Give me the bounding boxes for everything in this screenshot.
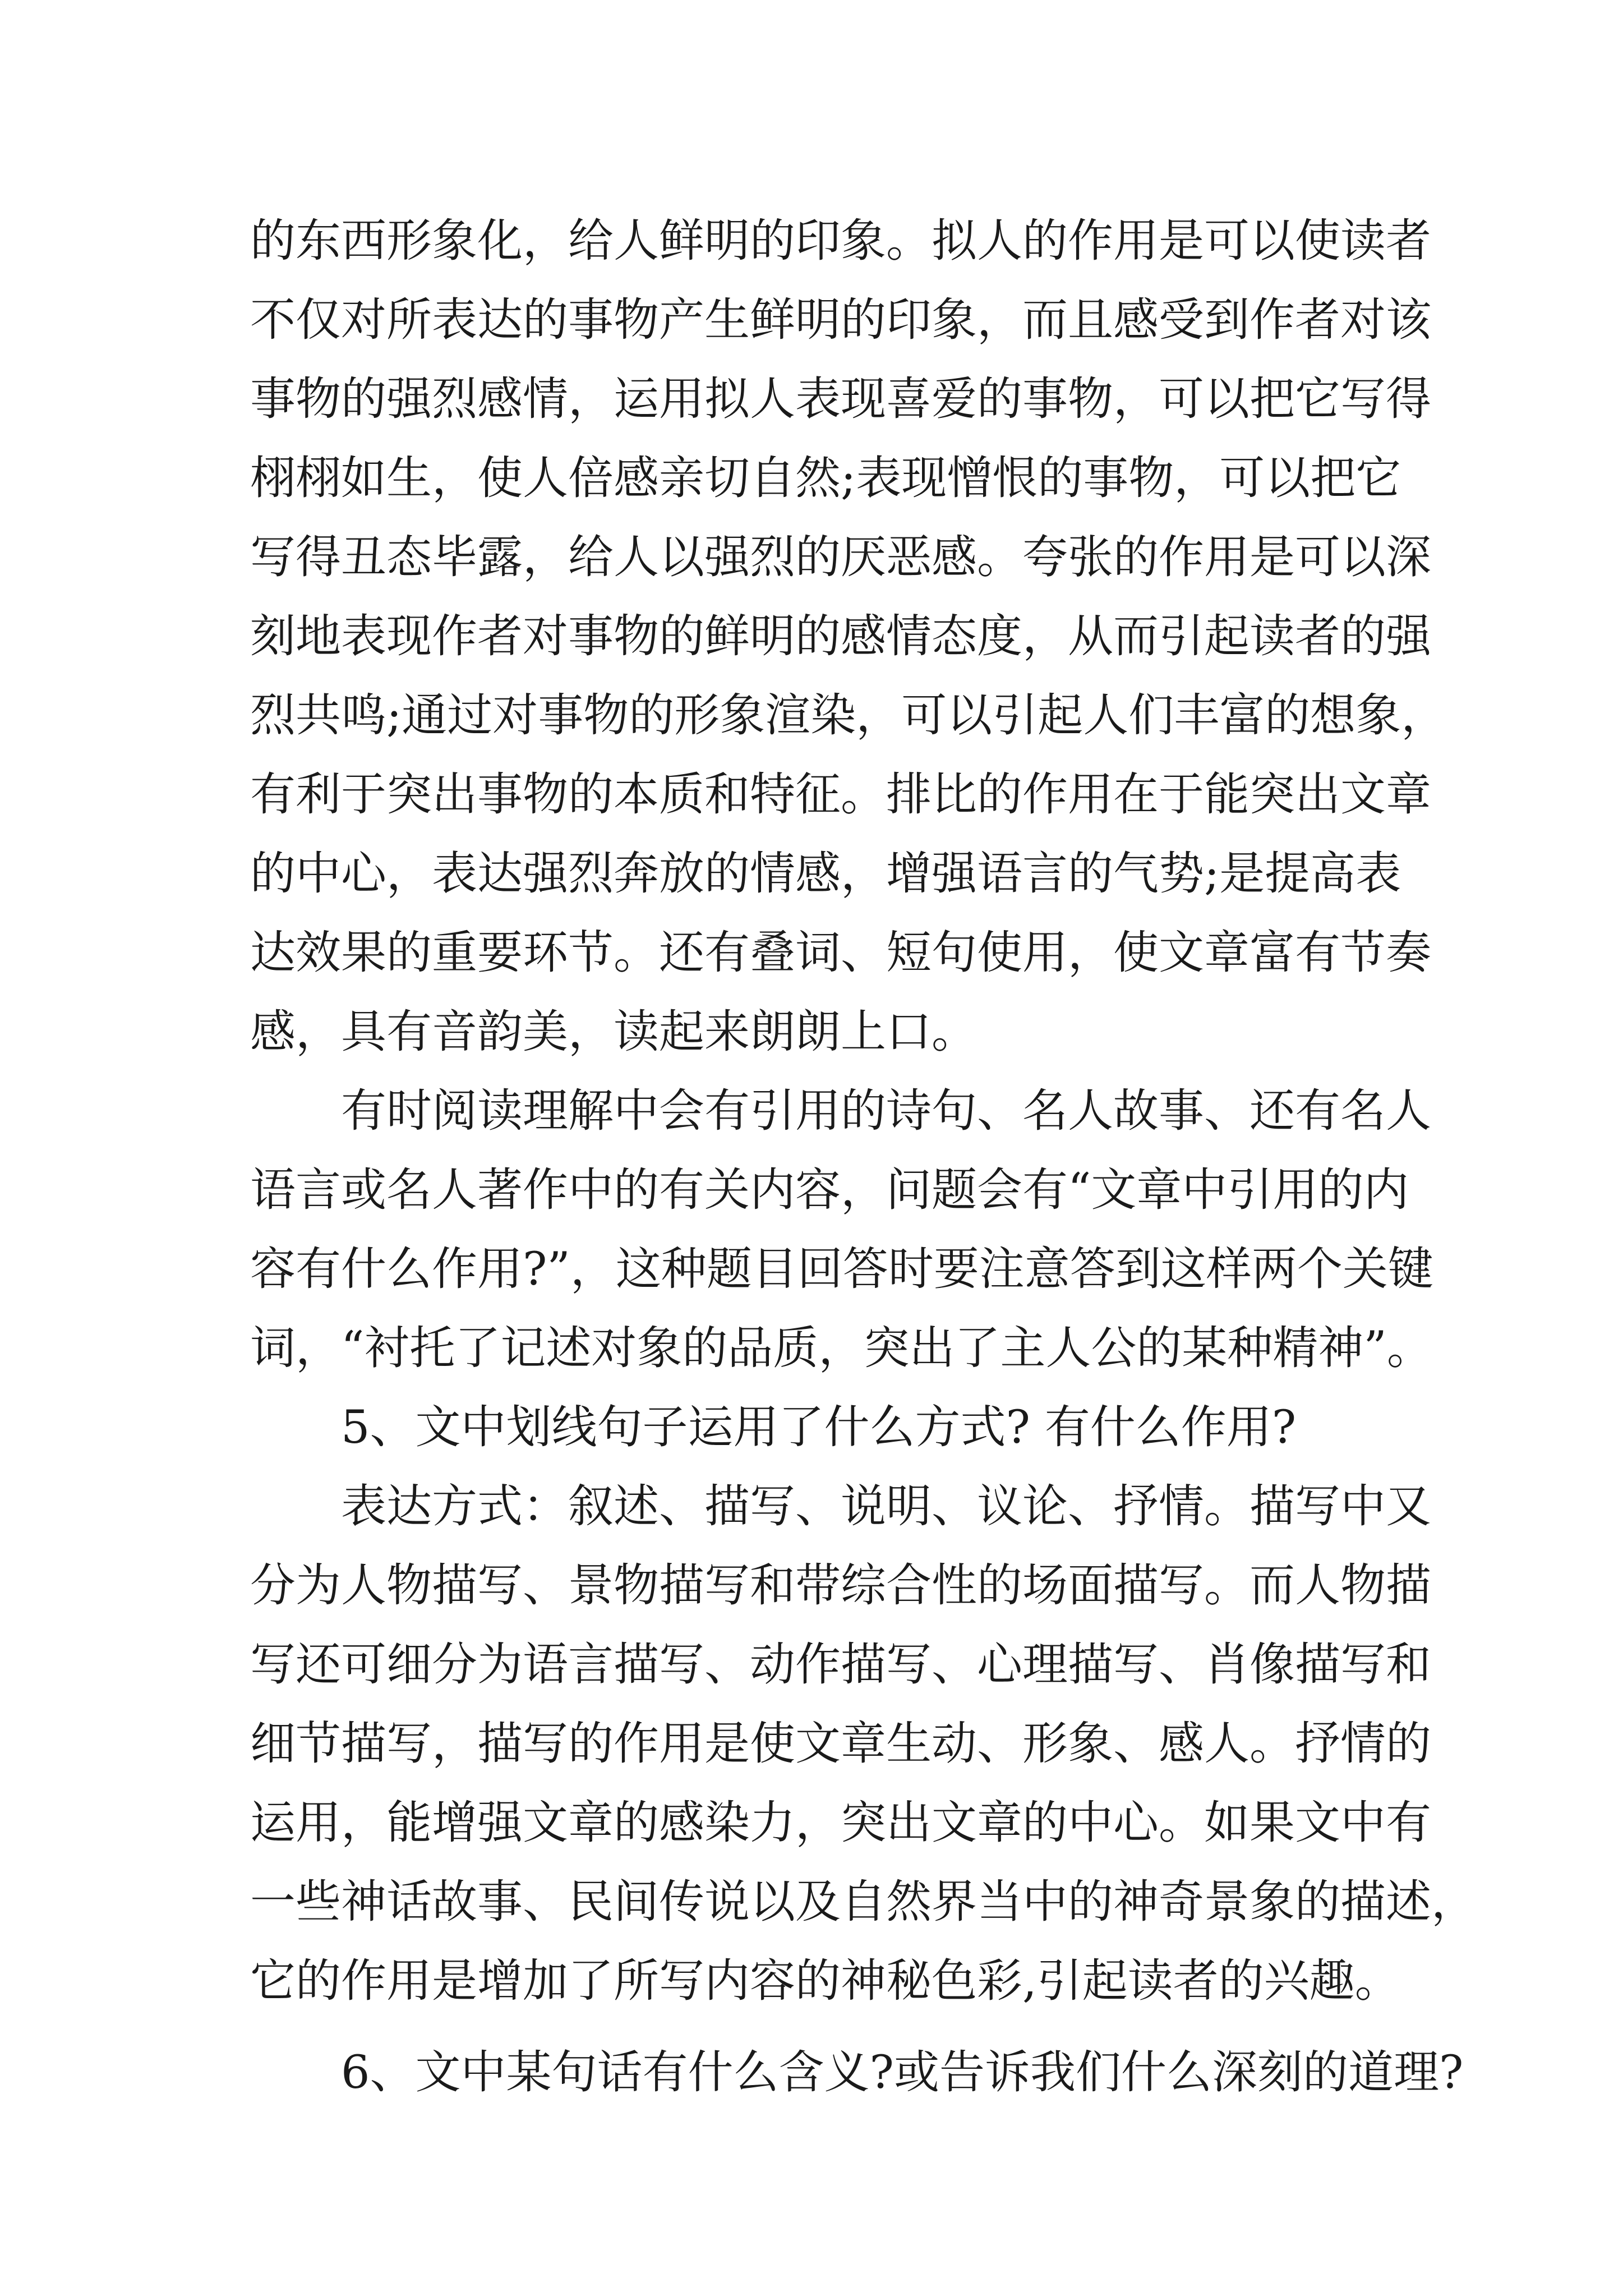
text-line: 运用，能增强文章的感染力，突出文章的中心。如果文中有 (250, 1797, 1432, 1849)
text-line: 事物的强烈感情，运用拟人表现喜爱的事物，可以把它写得 (250, 373, 1432, 426)
document-body (250, 202, 1477, 2113)
question-6-heading: 6、文中某句话有什么含义?或告诉我们什么深刻的道理? (341, 2046, 1464, 2099)
paragraph-quotation (250, 1072, 1433, 1388)
text-line: 写还可细分为语言描写、动作描写、心理描写、肖像描写和 (250, 1639, 1432, 1691)
text-line: 不仅对所表达的事物产生鲜明的印象，而且感受到作者对该 (250, 294, 1432, 347)
paragraph-expression-methods (250, 1467, 1477, 2021)
text-line: 容有什么作用?”，这种题目回答时要注意答到这样两个关键 (250, 1243, 1433, 1296)
text-line: 细节描写，描写的作用是使文章生动、形象、感人。抒情的 (250, 1718, 1432, 1770)
question-5-heading: 5、文中划线句子运用了什么方式? 有什么作用? (341, 1401, 1297, 1454)
text-line: 它的作用是增加了所写内容的神秘色彩,引起读者的兴趣。 (250, 1955, 1400, 2008)
text-line: 有利于突出事物的本质和特征。排比的作用在于能突出文章 (250, 769, 1432, 821)
text-line: 感，具有音韵美，读起来朗朗上口。 (250, 1006, 978, 1059)
paragraph-gap (250, 2021, 1377, 2033)
text-line: 达效果的重要环节。还有叠词、短句使用，使文章富有节奏 (250, 927, 1432, 979)
text-line: 的中心，表达强烈奔放的情感，增强语言的气势;是提高表 (250, 848, 1401, 900)
text-line: 分为人物描写、景物描写和带综合性的场面描写。而人物描 (250, 1559, 1432, 1612)
text-line: 词，“衬托了记述对象的品质，突出了主人公的某种精神”。 (250, 1322, 1432, 1375)
text-line: 栩栩如生，使人倍感亲切自然;表现憎恨的事物，可以把它 (250, 452, 1401, 505)
text-line: 烈共鸣;通过对事物的形象渲染，可以引起人们丰富的想象， (250, 689, 1447, 742)
text-line: 的东西形象化，给人鲜明的印象。拟人的作用是可以使读者 (250, 215, 1432, 268)
text-line: 刻地表现作者对事物的鲜明的感情态度，从而引起读者的强 (250, 610, 1432, 663)
text-line: 有时阅读理解中会有引用的诗句、名人故事、还有名人 (341, 1085, 1432, 1138)
text-line: 语言或名人著作中的有关内容，问题会有“文章中引用的内 (250, 1164, 1409, 1217)
text-line: 写得丑态毕露，给人以强烈的厌恶感。夸张的作用是可以深 (250, 531, 1432, 584)
text-line: 一些神话故事、民间传说以及自然界当中的神奇景象的描述， (250, 1876, 1477, 1929)
paragraph-rhetoric (250, 202, 1447, 1072)
text-line: 表达方式：叙述、描写、说明、议论、抒情。描写中又 (341, 1480, 1432, 1533)
